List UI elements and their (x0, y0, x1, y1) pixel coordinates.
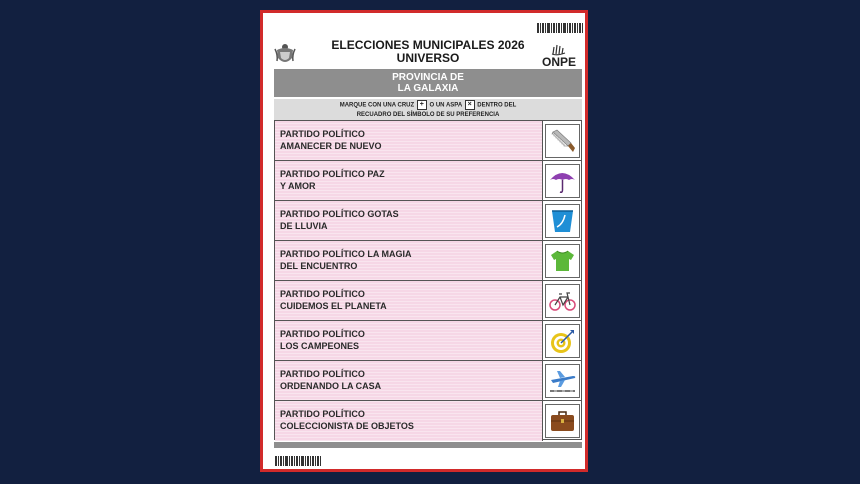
party-name: PARTIDO POLÍTICO AMANECER DE NUEVO (280, 129, 382, 151)
party-symbol-box[interactable] (545, 204, 580, 238)
voting-instructions (274, 99, 582, 121)
party-name-cell (275, 161, 543, 200)
instruction-part3: DENTRO DEL (477, 102, 517, 109)
election-title (303, 39, 553, 65)
election-title-line1: ELECCIONES MUNICIPALES 2026 (331, 38, 525, 52)
party-symbol-box[interactable] (545, 404, 580, 438)
barcode-top (537, 23, 583, 33)
target-icon (548, 327, 577, 355)
instruction-line2: RECUADRO DEL SÍMBOLO DE SU PREFERENCIA (356, 111, 500, 118)
party-name: PARTIDO POLÍTICO LOS CAMPEONES (280, 329, 365, 351)
party-name: PARTIDO POLÍTICO ORDENANDO LA CASA (280, 369, 382, 391)
party-name: PARTIDO POLÍTICO PAZ Y AMOR (280, 169, 385, 191)
party-name: PARTIDO POLÍTICO COLECCIONISTA DE OBJETOS (280, 409, 414, 431)
party-name: PARTIDO POLÍTICO CUIDEMOS EL PLANETA (280, 289, 387, 311)
party-name-cell (275, 321, 543, 360)
party-row (275, 361, 581, 401)
party-row (275, 121, 581, 161)
party-symbol-box[interactable] (545, 164, 580, 198)
party-name-cell (275, 401, 543, 441)
party-name-cell (275, 361, 543, 400)
barcode-bottom (275, 456, 321, 466)
coat-of-arms-seal (274, 41, 296, 67)
bucket-icon (548, 207, 577, 235)
cross-box-icon: + (417, 100, 427, 110)
tshirt-icon (548, 247, 577, 275)
party-row (275, 401, 581, 441)
party-symbol-box[interactable] (545, 244, 580, 278)
party-list (274, 120, 582, 440)
instruction-part2: O UN ASPA (429, 102, 462, 109)
party-name-cell (275, 121, 543, 160)
bottom-divider (274, 442, 582, 448)
onpe-logo (537, 44, 581, 68)
party-row (275, 241, 581, 281)
province-line2: LA GALAXIA (397, 83, 459, 94)
party-row (275, 281, 581, 321)
province-header (274, 69, 582, 97)
airplane-icon (548, 367, 577, 395)
party-name: PARTIDO POLÍTICO GOTAS DE LLUVIA (280, 209, 399, 231)
party-row (275, 321, 581, 361)
x-box-icon: × (465, 100, 475, 110)
party-symbol-box[interactable] (545, 284, 580, 318)
party-row (275, 161, 581, 201)
instruction-part1: MARQUE CON UNA CRUZ (339, 102, 415, 109)
party-row (275, 201, 581, 241)
bicycle-icon (548, 287, 577, 315)
onpe-logo-text: ONPE (541, 55, 576, 69)
party-name-cell (275, 281, 543, 320)
party-name-cell (275, 241, 543, 280)
party-symbol-box[interactable] (545, 124, 580, 158)
briefcase-icon (548, 407, 577, 435)
saw-icon (548, 127, 577, 155)
party-symbol-box[interactable] (545, 364, 580, 398)
party-name: PARTIDO POLÍTICO LA MAGIA DEL ENCUENTRO (280, 249, 412, 271)
party-symbol-box[interactable] (545, 324, 580, 358)
province-line1: PROVINCIA DE (392, 72, 464, 83)
ballot-sheet (260, 10, 588, 472)
party-name-cell (275, 201, 543, 240)
umbrella-icon (548, 167, 577, 195)
election-title-line2: UNIVERSO (396, 51, 460, 65)
